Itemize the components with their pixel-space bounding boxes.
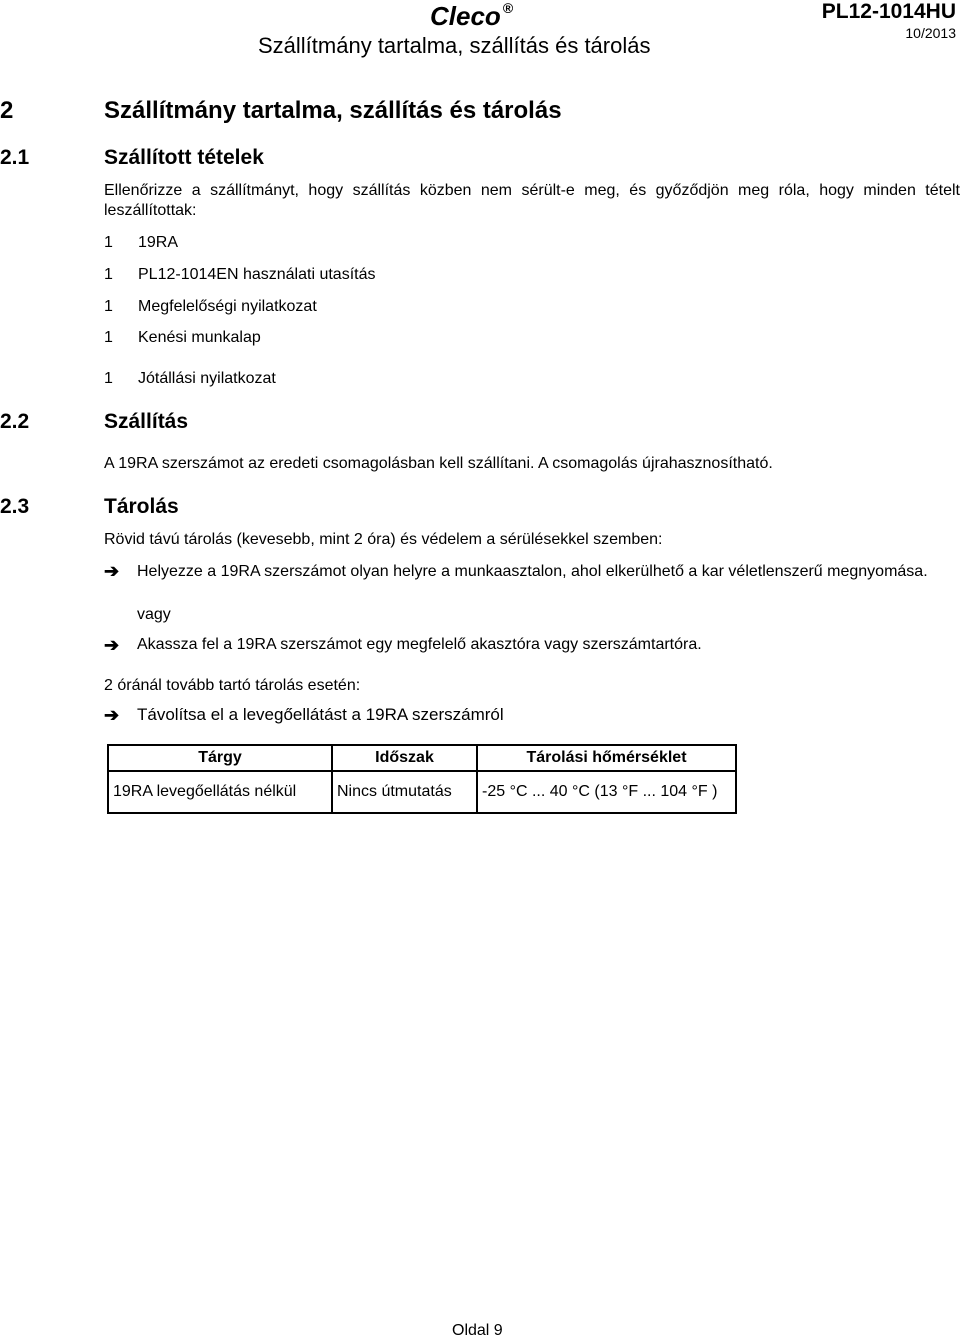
header-title: Szállítmány tartalma, szállítás és tárolás [258,33,651,58]
arrow-right-icon: ➔ [104,635,120,655]
section-title: Szállítmány tartalma, szállítás és tárolás [104,97,562,124]
item-name: Kenési munkalap [138,329,261,346]
short-term-storage-text: Rövid távú tárolás (kevesebb, mint 2 óra) és védelem a sérülésekkel szemben: [104,531,663,548]
item-name: Jótállási nyilatkozat [138,370,276,387]
table-cell: 19RA levegőellátás nélkül [108,771,332,813]
document-date: 10/2013 [905,25,956,41]
table-cell: Nincs útmutatás [332,771,477,813]
table-row [108,771,736,813]
item-qty: 1 [104,234,113,251]
table-header: Időszak [332,745,477,771]
subsection-2-3-number: 2.3 [0,495,30,518]
arrow-right-icon: ➔ [104,705,120,725]
arrow-right-icon: ➔ [104,561,120,581]
page-number: Oldal 9 [452,1322,503,1339]
item-qty: 1 [104,370,113,387]
document-code: PL12-1014HU [821,0,956,23]
item-name: 19RA [138,234,179,251]
item-qty: 1 [104,329,113,346]
subsection-2-1-title: Szállított tételek [104,146,264,169]
item-name: Megfelelőségi nyilatkozat [138,298,317,315]
subsection-2-2-number: 2.2 [0,410,30,433]
brand-logo: Cleco ® [430,0,514,31]
item-qty: 1 [104,266,113,283]
transport-paragraph: A 19RA szerszámot az eredeti csomagolásban kell szállítani. A csomagolás újrahasznosítható. [104,455,773,472]
item-qty: 1 [104,298,113,315]
registered-mark: ® [502,0,514,16]
subsection-2-3-title: Tárolás [104,495,179,518]
bullet-remove-air-supply: Távolítsa el a levegőellátást a 19RA szerszámról [137,705,504,724]
table-cell: -25 °C ... 40 °C (13 °F ... 104 °F ) [477,771,736,813]
table-header: Tárolási hőmérséklet [477,745,736,771]
bullet-place-on-bench: Helyezze a 19RA szerszámot olyan helyre a munkaasztalon, ahol elkerülhető a kar véletlenszerű megnyomása. [137,563,928,580]
storage-table [107,744,737,814]
table-header: Tárgy [108,745,332,771]
item-name: PL12-1014EN használati utasítás [138,266,376,283]
subsection-2-2-title: Szállítás [104,410,189,433]
or-text: vagy [137,606,171,623]
section-number: 2 [0,97,14,124]
long-term-storage-text: 2 óránál tovább tartó tárolás esetén: [104,677,361,694]
delivery-check-paragraph: Ellenőrizze a szállítmányt, hogy szállítás közben nem sérült-e meg, és győződjön meg róla, hogy minden tételt leszállítottak: [104,182,960,219]
subsection-2-1-number: 2.1 [0,146,30,169]
bullet-hang-on-holder: Akassza fel a 19RA szerszámot egy megfelelő akasztóra vagy szerszámtartóra. [137,636,702,653]
table-header-row [108,745,736,771]
